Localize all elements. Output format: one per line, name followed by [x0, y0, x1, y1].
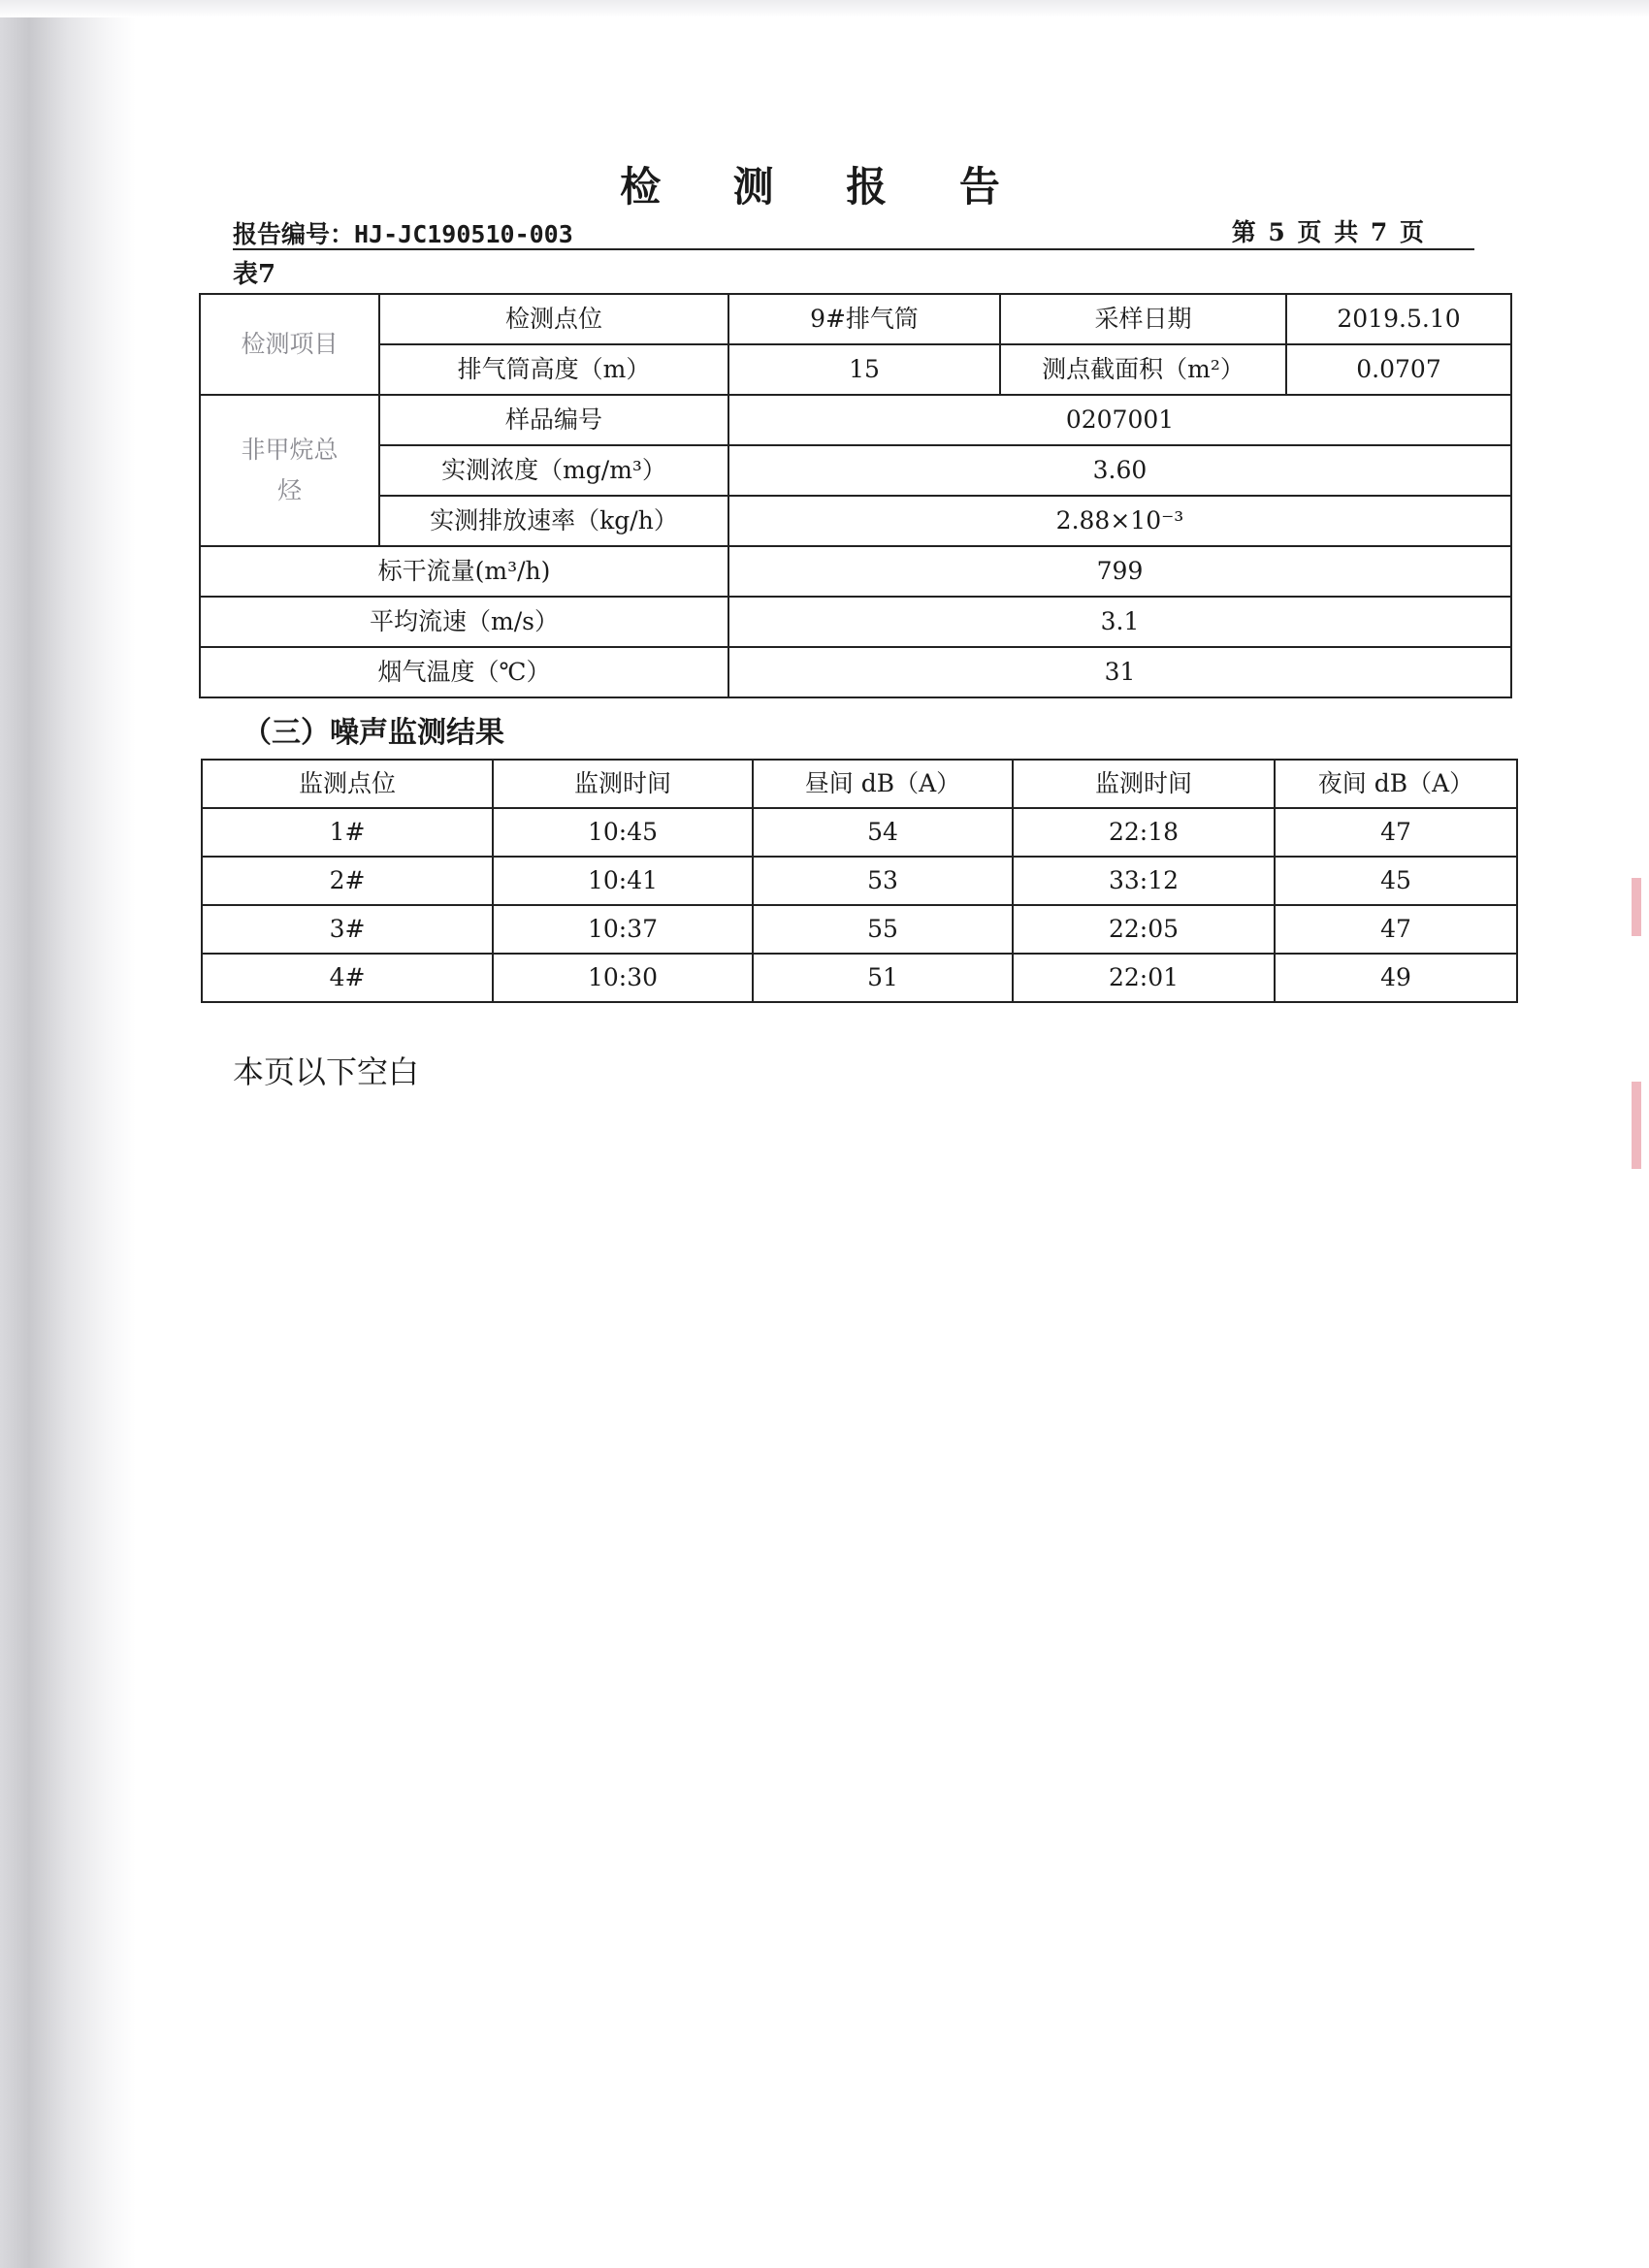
page-number: 第 5 页 共 7 页 — [1231, 218, 1426, 246]
table-cell: 45 — [1275, 857, 1517, 905]
label-cell: 实测浓度（mg/m³） — [379, 445, 728, 496]
group-header-text: 非甲烷总烃 — [241, 435, 339, 504]
noise-section-title: （三）噪声监测结果 — [242, 716, 504, 750]
blank-page-note: 本页以下空白 — [233, 1053, 420, 1090]
table-cell: 33:12 — [1013, 857, 1275, 905]
header-cell: 监测时间 — [493, 760, 753, 808]
table-cell: 51 — [753, 954, 1013, 1002]
value-cell: 31 — [728, 647, 1511, 697]
table-row — [202, 808, 1517, 857]
group-header-cell: 检测项目 — [200, 294, 379, 395]
value-cell: 799 — [728, 546, 1511, 597]
table-cell: 54 — [753, 808, 1013, 857]
value-cell: 3.1 — [728, 597, 1511, 647]
header-cell: 监测点位 — [202, 760, 493, 808]
table-row — [200, 496, 1511, 546]
table-cell: 22:01 — [1013, 954, 1275, 1002]
header-cell: 监测时间 — [1013, 760, 1275, 808]
table-row — [202, 954, 1517, 1002]
value-cell: 0207001 — [728, 395, 1511, 445]
table-cell: 47 — [1275, 808, 1517, 857]
table-caption: 表7 — [233, 260, 276, 289]
table-cell: 22:18 — [1013, 808, 1275, 857]
table-cell: 4# — [202, 954, 493, 1002]
table-row — [200, 344, 1511, 395]
scan-edge-shadow — [0, 0, 136, 2268]
table-cell: 49 — [1275, 954, 1517, 1002]
value-cell: 3.60 — [728, 445, 1511, 496]
label-cell: 实测排放速率（kg/h） — [379, 496, 728, 546]
table-cell: 2# — [202, 857, 493, 905]
table-row — [200, 294, 1511, 344]
label-cell: 采样日期 — [1000, 294, 1286, 344]
value-cell: 2.88×10⁻³ — [728, 496, 1511, 546]
table-row — [200, 445, 1511, 496]
document-title: 检 测 报 告 — [620, 163, 1029, 211]
table-cell: 10:45 — [493, 808, 753, 857]
seal-edge-mark — [1632, 1082, 1641, 1169]
table-row — [200, 395, 1511, 445]
table-cell: 10:30 — [493, 954, 753, 1002]
table-cell: 53 — [753, 857, 1013, 905]
label-cell: 烟气温度（℃） — [200, 647, 728, 697]
group-header-cell — [200, 395, 379, 546]
table-row — [202, 905, 1517, 954]
table-cell: 55 — [753, 905, 1013, 954]
table-cell: 10:41 — [493, 857, 753, 905]
table-row — [202, 857, 1517, 905]
label-cell: 检测点位 — [379, 294, 728, 344]
label-cell: 标干流量(m³/h) — [200, 546, 728, 597]
value-cell: 15 — [728, 344, 1000, 395]
label-cell: 样品编号 — [379, 395, 728, 445]
noise-table — [201, 759, 1518, 1003]
table-header-row — [202, 760, 1517, 808]
table-row — [200, 597, 1511, 647]
table-cell: 1# — [202, 808, 493, 857]
header-cell: 昼间 dB（A） — [753, 760, 1013, 808]
seal-edge-mark — [1632, 878, 1641, 936]
report-number: 报告编号：HJ-JC190510-003 — [233, 220, 573, 248]
table-cell: 10:37 — [493, 905, 753, 954]
label-cell: 排气筒高度（m） — [379, 344, 728, 395]
scan-top-edge — [0, 0, 1649, 17]
label-cell: 测点截面积（m²） — [1000, 344, 1286, 395]
header-cell: 夜间 dB（A） — [1275, 760, 1517, 808]
table-cell: 3# — [202, 905, 493, 954]
value-cell: 9#排气筒 — [728, 294, 1000, 344]
table-row — [200, 647, 1511, 697]
value-cell: 2019.5.10 — [1286, 294, 1511, 344]
table-cell: 22:05 — [1013, 905, 1275, 954]
header-rule — [233, 248, 1474, 250]
table-cell: 47 — [1275, 905, 1517, 954]
emission-table — [199, 293, 1512, 698]
value-cell: 0.0707 — [1286, 344, 1511, 395]
label-cell: 平均流速（m/s） — [200, 597, 728, 647]
table-row — [200, 546, 1511, 597]
